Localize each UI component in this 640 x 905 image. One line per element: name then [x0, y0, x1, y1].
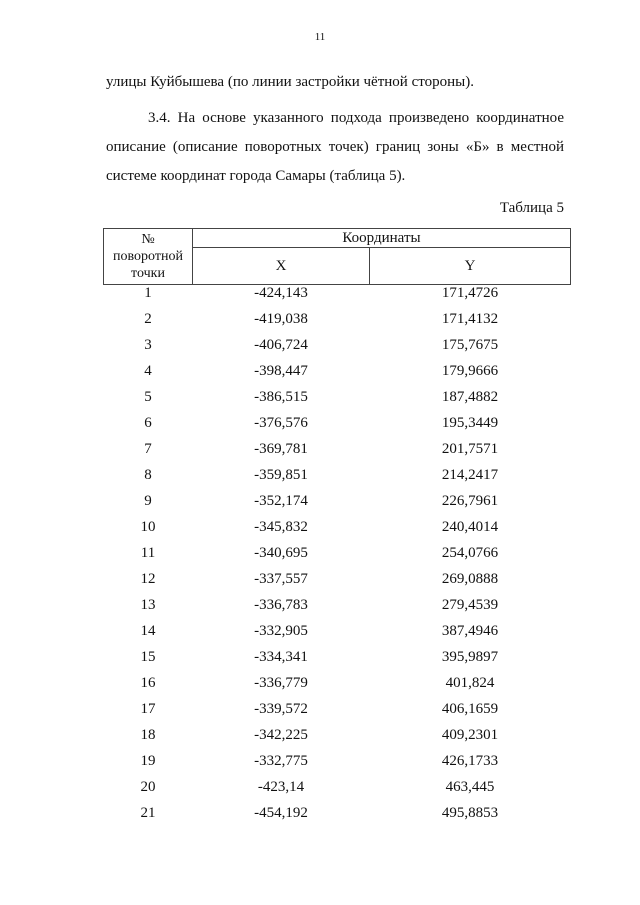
cell-x: -423,14: [257, 779, 305, 795]
cell-y: 395,9897: [441, 649, 499, 665]
cell-y: 401,824: [445, 675, 495, 691]
cell-y: 279,4539: [441, 597, 499, 613]
cell-y: 406,1659: [441, 701, 499, 717]
coordinates-table: [103, 228, 571, 831]
cell-x: -332,905: [254, 623, 308, 639]
table-row: [104, 649, 571, 675]
cell-point-number: 6: [144, 415, 152, 431]
cell-point-number: 10: [140, 519, 156, 535]
table-row: [104, 675, 571, 701]
cell-point-number: 15: [140, 649, 156, 665]
cell-point-number: 19: [140, 753, 156, 769]
cell-point-number: 5: [144, 389, 152, 405]
cell-y: 187,4882: [441, 389, 499, 405]
cell-y: 387,4946: [441, 623, 499, 639]
cell-point-number: 16: [140, 675, 156, 691]
page-number: 11: [314, 31, 326, 43]
cell-point-number: 17: [140, 701, 156, 717]
table-row: [104, 337, 571, 363]
cell-y: 201,7571: [441, 441, 499, 457]
cell-x: -376,576: [254, 415, 308, 431]
header-number-symbol: №: [141, 232, 155, 247]
cell-x: -340,695: [254, 545, 308, 561]
cell-y: 214,2417: [441, 467, 499, 483]
table-row: [104, 753, 571, 779]
cell-y: 463,445: [445, 779, 495, 795]
cell-x: -419,038: [254, 311, 308, 327]
cell-point-number: 13: [140, 597, 156, 613]
cell-x: -337,557: [254, 571, 308, 587]
table-row: [104, 493, 571, 519]
cell-x: -334,341: [254, 649, 308, 665]
table-row: [104, 467, 571, 493]
cell-point-number: 14: [140, 623, 156, 639]
table-row: [104, 415, 571, 441]
cell-y: 195,3449: [441, 415, 499, 431]
cell-point-number: 9: [144, 493, 152, 509]
table-row: [104, 311, 571, 337]
header-y: Y: [370, 248, 571, 285]
cell-y: 495,8853: [441, 805, 499, 821]
cell-point-number: 1: [144, 285, 152, 301]
table-row: [104, 363, 571, 389]
cell-point-number: 21: [140, 805, 156, 821]
cell-y: 269,0888: [441, 571, 499, 587]
cell-x: -345,832: [254, 519, 308, 535]
table-row: [104, 519, 571, 545]
cell-y: 171,4726: [441, 285, 499, 301]
cell-x: -352,174: [254, 493, 308, 509]
cell-y: 254,0766: [441, 545, 499, 561]
cell-point-number: 7: [144, 441, 152, 457]
header-point-number: [104, 229, 193, 285]
cell-x: -336,783: [254, 597, 308, 613]
cell-x: -398,447: [254, 363, 308, 379]
cell-point-number: 18: [140, 727, 156, 743]
cell-point-number: 12: [140, 571, 156, 587]
cell-x: -359,851: [254, 467, 308, 483]
cell-x: -369,781: [254, 441, 308, 457]
table-row: [104, 701, 571, 727]
header-coordinates: Координаты: [193, 229, 571, 248]
cell-point-number: 8: [144, 467, 152, 483]
cell-point-number: 11: [140, 545, 156, 561]
table-row: [104, 597, 571, 623]
table-row: [104, 623, 571, 649]
cell-x: -342,225: [254, 727, 308, 743]
table-row: [104, 285, 571, 312]
cell-y: 240,4014: [441, 519, 499, 535]
table-row: [104, 779, 571, 805]
text-line-continuation: улицы Куйбышева (по линии застройки чётной стороны).: [106, 74, 474, 90]
cell-x: -332,775: [254, 753, 308, 769]
cell-y: 179,9666: [441, 363, 499, 379]
paragraph-3-4: 3.4. На основе указанного подхода произведено координатное описание (описание поворотных точек) границ зоны «Б» в местной системе координат города Самары (таблица 5).: [106, 110, 564, 184]
cell-y: 409,2301: [441, 727, 499, 743]
header-number-line2: поворотной: [113, 249, 183, 264]
cell-point-number: 3: [144, 337, 152, 353]
cell-x: -386,515: [254, 389, 308, 405]
table-row: [104, 389, 571, 415]
cell-y: 171,4132: [441, 311, 499, 327]
cell-x: -336,779: [254, 675, 308, 691]
cell-point-number: 2: [144, 311, 152, 327]
table-caption: Таблица 5: [499, 200, 564, 216]
header-x: X: [193, 248, 370, 285]
cell-point-number: 20: [140, 779, 156, 795]
cell-y: 226,7961: [441, 493, 499, 509]
table-row: [104, 571, 571, 597]
table-row: [104, 805, 571, 831]
cell-x: -424,143: [254, 285, 308, 301]
table-row: [104, 727, 571, 753]
cell-point-number: 4: [144, 363, 152, 379]
cell-y: 175,7675: [441, 337, 499, 353]
cell-x: -339,572: [254, 701, 308, 717]
cell-y: 426,1733: [441, 753, 499, 769]
header-number-line3: точки: [131, 266, 165, 281]
cell-x: -454,192: [254, 805, 308, 821]
cell-x: -406,724: [254, 337, 308, 353]
table-row: [104, 545, 571, 571]
table-row: [104, 441, 571, 467]
